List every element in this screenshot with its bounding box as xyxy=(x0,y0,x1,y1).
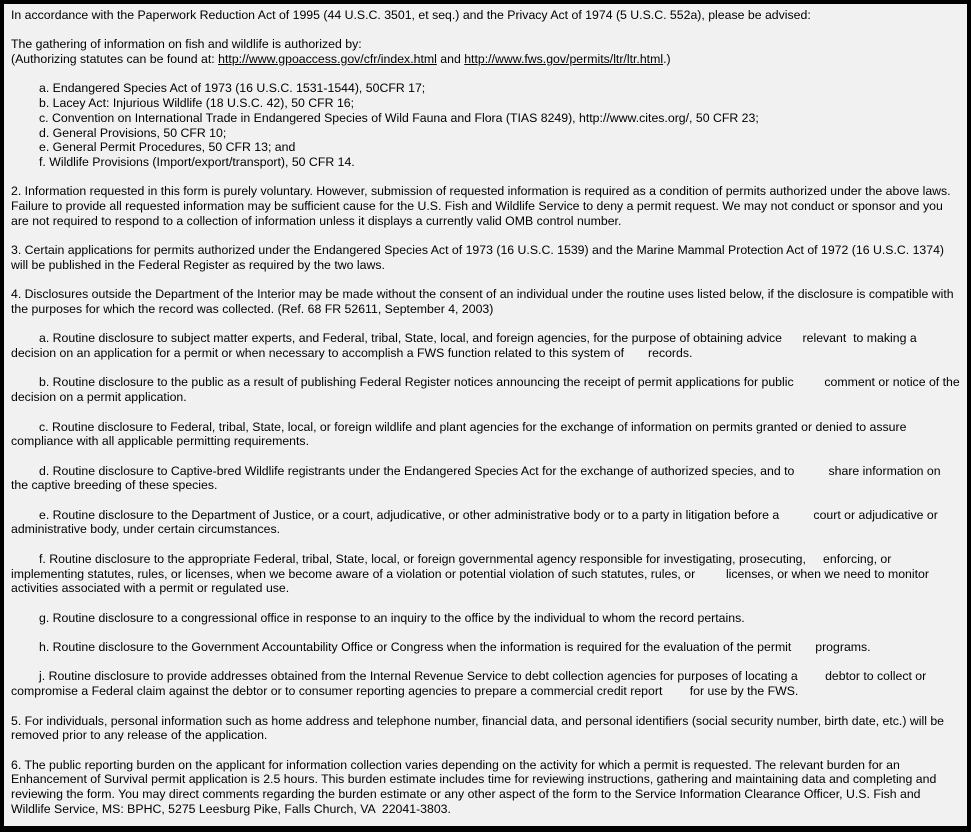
paragraph-2: 2. Information requested in this form is purely voluntary. However, submission of requested information is required as a condition of permits authorized under the above laws. Failure to provide all requested information may be sufficient cause for the U.S. Fish and Wildlife Service to deny a permit request. We may not conduct or sponsor and you are not required to respond to a collection of information unless it displays a currently valid OMB control number. xyxy=(11,184,955,228)
paragraph-3: 3. Certain applications for permits authorized under the Endangered Species Act of 1973 (16 U.S.C. 1539) and the Marine Mammal Protection Act of 1972 (16 U.S.C. 1374) will be published in the Federal Register as required by the two laws. xyxy=(11,243,948,272)
routine-disclosure-c: c. Routine disclosure to Federal, tribal, State, local, or foreign wildlife and plant agencies for the exchange of information on permits granted or denied to assure compliance with all applicable permitting requirements. xyxy=(11,419,910,449)
routine-disclosure-g: g. Routine disclosure to a congressional office in response to an inquiry to the office by the individual to whom the record pertains. xyxy=(39,610,745,625)
authorization-note xyxy=(11,52,960,67)
gpoaccess-link[interactable]: http://www.gpoaccess.gov/cfr/index.html xyxy=(218,52,437,67)
authorization-note-and: and xyxy=(436,52,465,67)
routine-disclosure-f: f. Routine disclosure to the appropriate Federal, tribal, State, local, or foreign governmental agency responsible for investigating, prosecuting, enforcing, or implementing statutes, rules, or licenses, when we become aware of a violation or potential violation of such statutes, rules, or licenses, or when we need to monitor activities associated with a permit or regulated use. xyxy=(11,551,933,596)
statute-item-c: c. Convention on International Trade in Endangered Species of Wild Fauna and Flora (TIAS 8249), http://www.cites.org/, 50 CFR 23; xyxy=(39,110,759,125)
routine-disclosure-h: h. Routine disclosure to the Government Accountability Office or Congress when the information is required for the evaluation of the permit programs. xyxy=(39,640,871,655)
routine-disclosure-a: a. Routine disclosure to subject matter experts, and Federal, tribal, State, local, and foreign agencies, for the purpose of obtaining advice relevant to making a decision on an application for a permit or when necessary to accomplish a FWS function related to this system of records. xyxy=(11,331,921,361)
statutes-list xyxy=(39,81,960,169)
paragraph-4: 4. Disclosures outside the Department of the Interior may be made without the consent of an individual under the routine uses listed below, if the disclosure is compatible with the purposes for which the record was collected. (Ref. 68 FR 52611, September 4, 2003) xyxy=(11,287,958,316)
routine-disclosure-j: j. Routine disclosure to provide addresses obtained from the Internal Revenue Service to debt collection agencies for purposes of locating a debtor to collect or compromise a Federal claim against the debtor or to consumer reporting agencies to prepare a commercial credit report for use by the FWS. xyxy=(11,669,930,699)
statute-item-b: b. Lacey Act: Injurious Wildlife (18 U.S.C. 42), 50 CFR 16; xyxy=(39,96,355,111)
authorization-note-prefix: (Authorizing statutes can be found at: xyxy=(11,52,219,67)
paragraph-5: 5. For individuals, personal information such as home address and telephone number, financial data, and personal identifiers (social security number, birth date, etc.) will be removed prior to any release of the application. xyxy=(11,713,948,743)
routine-disclosure-d: d. Routine disclosure to Captive-bred Wildlife registrants under the Endangered Species Act for the exchange of authorized species, and to share information on the captive breeding of these species. xyxy=(11,463,945,493)
routine-disclosure-e: e. Routine disclosure to the Department of Justice, or a court, adjudicative, or other administrative body or to a party in litigation before a court or adjudicative or administrative body, under certain circumstances. xyxy=(11,507,942,537)
statute-item-a: a. Endangered Species Act of 1973 (16 U.S.C. 1531-1544), 50CFR 17; xyxy=(39,81,426,96)
authorization-heading: The gathering of information on fish and wildlife is authorized by: xyxy=(11,37,362,52)
fws-permits-link[interactable]: http://www.fws.gov/permits/ltr/ltr.html xyxy=(464,52,664,67)
statute-item-d: d. General Provisions, 50 CFR 10; xyxy=(39,125,227,140)
paragraph-6: 6. The public reporting burden on the applicant for information collection varies depending on the activity for which a permit is requested. The relevant burden for an Enhancement of Survival permit application is 2.5 hours. This burden estimate includes time for reviewing instructions, gathering and maintaining data and completing and reviewing the form. You may direct comments regarding the burden estimate or any other aspect of the form to the Service Information Clearance Officer, U.S. Fish and Wildlife Service, MS: BPHC, 5275 Leesburg Pike, Falls Church, VA 22041-3803. xyxy=(11,757,940,816)
intro-paragraph: In accordance with the Paperwork Reduction Act of 1995 (44 U.S.C. 3501, et seq.) and the Privacy Act of 1974 (5 U.S.C. 552a), please be advised: xyxy=(11,8,811,22)
authorization-note-suffix: .) xyxy=(663,52,671,67)
statute-item-f: f. Wildlife Provisions (Import/export/transport), 50 CFR 14. xyxy=(39,155,355,169)
routine-disclosure-b: b. Routine disclosure to the public as a result of publishing Federal Register notices announcing the receipt of permit applications for public comment or notice of the decision on a permit application. xyxy=(11,375,964,405)
statute-item-e: e. General Permit Procedures, 50 CFR 13; and xyxy=(39,140,296,155)
